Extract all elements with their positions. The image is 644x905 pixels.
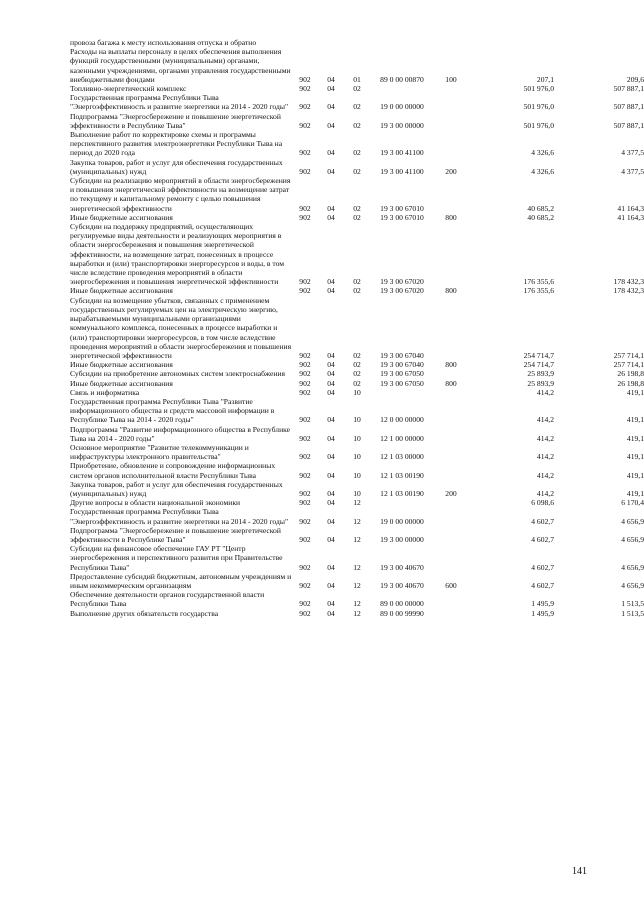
- row-name: Связь и информатика: [70, 387, 140, 397]
- row-target-code: 19 3 00 40670: [380, 562, 424, 572]
- row-name: Закупка товаров, работ и услуг для обеспечения государственных (муниципальных) нужд: [70, 479, 283, 498]
- table-row: [70, 526, 644, 544]
- row-section-code: 04: [327, 360, 335, 370]
- row-expense-type-code: [434, 498, 468, 507]
- row-department-code: 902: [299, 516, 311, 526]
- page-number: 141: [572, 866, 587, 877]
- row-section-code: 04: [327, 608, 335, 618]
- row-section-code: 04: [327, 203, 335, 213]
- row-department-code: 902: [299, 452, 311, 462]
- row-expense-type-code: 200: [445, 166, 457, 176]
- row-target-code: 19 3 00 67050: [380, 369, 424, 379]
- row-subsection-code: 12: [353, 599, 361, 609]
- row-target-code: 19 3 00 67040: [380, 360, 424, 370]
- row-amount-year1: 501 976,0: [523, 102, 554, 112]
- row-expense-type-code: 800: [445, 212, 457, 222]
- row-section-code: [318, 38, 344, 47]
- row-section-code: 04: [327, 599, 335, 609]
- row-section-code: 04: [327, 166, 335, 176]
- row-amount-year1: 4 602,7: [531, 580, 554, 590]
- row-amount-year2: 4 656,9: [621, 534, 644, 544]
- row-amount-year2: 1 513,5: [621, 599, 644, 609]
- row-target-code: 89 0 00 99990: [380, 608, 424, 618]
- row-name: Обеспечение деятельности органов государственной власти Республики Тыва: [70, 590, 265, 609]
- row-department-code: 902: [299, 277, 311, 287]
- table-row: [70, 38, 644, 47]
- row-amount-year1: 414,2: [536, 433, 554, 443]
- row-subsection-code: 02: [353, 350, 361, 360]
- row-subsection-code: 02: [353, 102, 361, 112]
- row-subsection-code: 02: [353, 148, 361, 158]
- row-subsection-code: 02: [353, 212, 361, 222]
- row-subsection-code: 10: [353, 452, 361, 462]
- row-name: Подпрограмма "Развитие информационного общества в Республике Тыва на 2014 - 2020 годы": [70, 424, 291, 443]
- row-target-code: 19 0 00 00000: [380, 102, 424, 112]
- row-amount-year2: 4 656,9: [621, 516, 644, 526]
- row-expense-type-code: [434, 93, 468, 111]
- table-row: [70, 213, 644, 222]
- row-target-code: 19 3 00 00000: [380, 534, 424, 544]
- row-amount-year1: 254 714,7: [523, 350, 554, 360]
- row-section-code: 04: [327, 470, 335, 480]
- row-subsection-code: 12: [353, 498, 361, 508]
- row-section-code: 04: [327, 277, 335, 287]
- table-row: [70, 93, 644, 111]
- row-expense-type-code: 100: [445, 74, 457, 84]
- row-name: Иные бюджетные ассигнования: [70, 378, 173, 388]
- row-department-code: 902: [299, 470, 311, 480]
- table-row: [70, 609, 644, 618]
- row-subsection-code: 12: [353, 608, 361, 618]
- row-department-code: 902: [299, 166, 311, 176]
- row-section-code: 04: [327, 286, 335, 296]
- row-name: Выполнение других обязательств государства: [70, 608, 219, 618]
- row-target-code: 89 0 00 00000: [380, 599, 424, 609]
- table-row: [70, 84, 644, 93]
- table-row: [70, 112, 644, 130]
- row-amount-year2: 257 714,1: [613, 350, 644, 360]
- row-target-code: 12 1 03 00190: [380, 488, 424, 498]
- row-name: Государственная программа Республики Тыва "Развитие информационного общества и средств массовой информации в Республике Тыва на 2014 - 2020 годы": [70, 396, 275, 425]
- row-section-code: 04: [327, 84, 335, 94]
- row-name: Выполнение работ по корректировке схемы и программы перспективного развития электроэнергетики Республики Тыва на период до 2020 года: [70, 130, 283, 158]
- row-expense-type-code: [434, 544, 468, 572]
- row-section-code: 04: [327, 369, 335, 379]
- row-amount-year1: 6 098,6: [531, 498, 554, 508]
- row-target-code: 19 3 00 67050: [380, 378, 424, 388]
- row-amount-year1: 501 976,0: [523, 120, 554, 130]
- row-section-code: 04: [327, 120, 335, 130]
- table-row: [70, 130, 644, 158]
- table-row: [70, 461, 644, 479]
- row-amount-year1: 4 326,6: [531, 148, 554, 158]
- row-amount-year2: 419,1: [626, 488, 644, 498]
- row-target-code: 19 3 00 41100: [380, 166, 424, 176]
- row-expense-type-code: [434, 84, 468, 93]
- row-amount-year1: 254 714,7: [523, 360, 554, 370]
- table-row: [70, 480, 644, 498]
- row-name: Государственная программа Республики Тыва "Энергоэффективность и развитие энергетики на 2014 - 2020 годы": [70, 93, 289, 112]
- row-expense-type-code: 200: [445, 488, 457, 498]
- row-amount-year1: 1 495,9: [531, 599, 554, 609]
- row-expense-type-code: [434, 112, 468, 130]
- row-amount-year2: 209,6: [626, 74, 644, 84]
- row-name: Субсидии на реализацию мероприятий в области энергосбережения и повышения энергетической эффективности на возмещение затрат по текущему и капитальному ремонту с целью повышения энергетической эффективности: [70, 176, 291, 213]
- row-expense-type-code: [434, 443, 468, 461]
- row-department-code: 902: [299, 350, 311, 360]
- row-amount-year2: 4 656,9: [621, 580, 644, 590]
- row-department-code: 902: [299, 120, 311, 130]
- row-amount-year1: 1 495,9: [531, 608, 554, 618]
- row-amount-year2: [554, 38, 644, 47]
- row-amount-year2: 4 377,5: [621, 166, 644, 176]
- row-name: Иные бюджетные ассигнования: [70, 286, 173, 296]
- table-row: [70, 397, 644, 425]
- row-amount-year2: 419,1: [626, 452, 644, 462]
- row-section-code: 04: [327, 580, 335, 590]
- row-subsection-code: 10: [353, 387, 361, 397]
- row-name: Приобретение, обновление и сопровождение информационных систем органов исполнительной власти Республики Тыва: [70, 461, 276, 480]
- row-amount-year2: 1 513,5: [621, 608, 644, 618]
- row-expense-type-code: [434, 176, 468, 213]
- row-department-code: 902: [299, 203, 311, 213]
- table-row: [70, 425, 644, 443]
- row-department-code: 902: [299, 369, 311, 379]
- row-amount-year2: 419,1: [626, 470, 644, 480]
- row-department-code: 902: [299, 608, 311, 618]
- row-amount-year1: 25 893,9: [527, 378, 554, 388]
- row-subsection-code: 12: [353, 534, 361, 544]
- row-expense-type-code: [434, 425, 468, 443]
- row-department-code: 902: [299, 102, 311, 112]
- row-target-code: 19 0 00 00000: [380, 516, 424, 526]
- row-section-code: 04: [327, 378, 335, 388]
- row-subsection-code: 02: [353, 203, 361, 213]
- row-subsection-code: 10: [353, 488, 361, 498]
- table-row: [70, 360, 644, 369]
- table-row: [70, 47, 644, 84]
- row-department-code: 902: [299, 148, 311, 158]
- row-amount-year1: 4 602,7: [531, 562, 554, 572]
- row-target-code: 19 3 00 40670: [380, 580, 424, 590]
- row-department-code: 902: [299, 360, 311, 370]
- row-name: Другие вопросы в области национальной экономики: [70, 498, 241, 508]
- row-amount-year2: 4 656,9: [621, 562, 644, 572]
- row-target-code: [370, 388, 434, 397]
- row-amount-year1: 4 602,7: [531, 534, 554, 544]
- row-department-code: 902: [299, 212, 311, 222]
- row-amount-year1: 25 893,9: [527, 369, 554, 379]
- row-name: Субсидии на приобретение автономных систем электроснабжения: [70, 369, 285, 379]
- row-target-code: 19 3 00 41100: [380, 148, 424, 158]
- row-name: Субсидии на возмещение убытков, связанных с применением государственных регулируемых цен на электрическую энергию, вырабатываемыми муниципальными организациями коммунального комплекса, понесенных в процессе выработки и (или) транспортировки энергоресурсов, в том числе вследствие проведения мероприятий в области энергосбережения и повышения энергетической эффективности: [70, 295, 292, 360]
- table-row: [70, 379, 644, 388]
- row-expense-type-code: [434, 130, 468, 158]
- row-amount-year1: 414,2: [536, 387, 554, 397]
- row-subsection-code: 02: [353, 360, 361, 370]
- row-amount-year2: 178 432,3: [613, 277, 644, 287]
- row-section-code: 04: [327, 102, 335, 112]
- row-amount-year1: 414,2: [536, 415, 554, 425]
- row-amount-year1: 40 685,2: [527, 203, 554, 213]
- row-expense-type-code: [434, 526, 468, 544]
- row-amount-year2: 507 887,1: [613, 120, 644, 130]
- row-amount-year2: 507 887,1: [613, 84, 644, 94]
- row-target-code: 19 3 00 67020: [380, 286, 424, 296]
- table-row: [70, 498, 644, 507]
- row-amount-year1: 501 976,0: [523, 84, 554, 94]
- table-row: [70, 369, 644, 378]
- row-department-code: 902: [299, 415, 311, 425]
- row-amount-year1: 4 326,6: [531, 166, 554, 176]
- row-name: Иные бюджетные ассигнования: [70, 212, 173, 222]
- row-amount-year1: [468, 38, 554, 47]
- row-name: Государственная программа Республики Тыва "Энергоэффективность и развитие энергетики на 2014 - 2020 годы": [70, 507, 289, 526]
- row-amount-year1: 414,2: [536, 470, 554, 480]
- row-subsection-code: 10: [353, 415, 361, 425]
- table-row: [70, 544, 644, 572]
- row-section-code: 04: [327, 498, 335, 508]
- table-row: [70, 286, 644, 295]
- row-expense-type-code: [434, 461, 468, 479]
- row-target-code: [370, 38, 434, 47]
- row-amount-year2: 419,1: [626, 433, 644, 443]
- row-section-code: 04: [327, 516, 335, 526]
- row-name: Расходы на выплаты персоналу в целях обеспечения выполнения функций государственными (муниципальными) органами, казенными учреждениями, органами управления государственными внебюджетными фондами: [70, 47, 291, 84]
- row-target-code: 19 3 00 67040: [380, 350, 424, 360]
- row-target-code: 89 0 00 00870: [380, 74, 424, 84]
- row-amount-year2: 26 198,8: [617, 369, 644, 379]
- row-target-code: 12 1 00 00000: [380, 433, 424, 443]
- table-row: [70, 176, 644, 213]
- row-expense-type-code: [434, 397, 468, 425]
- row-subsection-code: [344, 38, 370, 47]
- row-amount-year2: 419,1: [626, 415, 644, 425]
- row-expense-type-code: 600: [445, 580, 457, 590]
- row-target-code: 12 1 03 00190: [380, 470, 424, 480]
- row-subsection-code: 12: [353, 580, 361, 590]
- row-section-code: 04: [327, 350, 335, 360]
- row-section-code: 04: [327, 415, 335, 425]
- row-subsection-code: 02: [353, 286, 361, 296]
- row-section-code: 04: [327, 387, 335, 397]
- row-section-code: 04: [327, 534, 335, 544]
- row-expense-type-code: 800: [445, 378, 457, 388]
- row-name: Субсидии на поддержку предприятий, осуществляющих регулируемые виды деятельности и реализующих мероприятия в области энергосбережения и повышения энергетической эффективности, на возмещение затрат, понесенных в процессе выработки и (или) транспортировки энергоресурсов и воды, в том числе вследствие проведения мероприятий в области энергосбережения и повышения энергетической эффективности: [70, 222, 285, 287]
- row-expense-type-code: [434, 38, 468, 47]
- row-amount-year1: 176 355,6: [523, 286, 554, 296]
- row-expense-type-code: [434, 369, 468, 378]
- row-subsection-code: 02: [353, 120, 361, 130]
- row-expense-type-code: [434, 609, 468, 618]
- row-expense-type-code: 800: [445, 360, 457, 370]
- table-row: [70, 388, 644, 397]
- row-expense-type-code: [434, 388, 468, 397]
- row-department-code: 902: [299, 433, 311, 443]
- row-department-code: 902: [299, 580, 311, 590]
- row-target-code: [370, 84, 434, 93]
- row-department-code: 902: [299, 488, 311, 498]
- row-name: Субсидии на финансовое обеспечение ГАУ РТ "Центр энергосбережения и перспективного развития при Правительстве Республики Тыва": [70, 544, 283, 572]
- row-amount-year2: 26 198,8: [617, 378, 644, 388]
- row-amount-year1: 207,1: [536, 74, 554, 84]
- row-department-code: 902: [299, 286, 311, 296]
- row-expense-type-code: [434, 222, 468, 286]
- row-amount-year1: 414,2: [536, 452, 554, 462]
- table-row: [70, 296, 644, 360]
- row-amount-year1: 4 602,7: [531, 516, 554, 526]
- row-amount-year2: 507 887,1: [613, 102, 644, 112]
- row-amount-year1: 414,2: [536, 488, 554, 498]
- row-department-code: 902: [299, 74, 311, 84]
- row-target-code: 19 3 00 00000: [380, 120, 424, 130]
- row-amount-year2: 41 164,3: [617, 212, 644, 222]
- row-name: провоза багажа к месту использования отпуска и обратно: [70, 38, 257, 47]
- row-amount-year1: 40 685,2: [527, 212, 554, 222]
- row-subsection-code: 02: [353, 277, 361, 287]
- row-section-code: 04: [327, 488, 335, 498]
- row-name: Подпрограмма "Энергосбережение и повышение энергетической эффективности в Республике Тыва": [70, 111, 281, 130]
- row-target-code: 19 3 00 67020: [380, 277, 424, 287]
- row-name: Закупка товаров, работ и услуг для обеспечения государственных (муниципальных) нужд: [70, 157, 283, 176]
- row-amount-year2: 257 714,1: [613, 360, 644, 370]
- row-subsection-code: 02: [353, 166, 361, 176]
- row-department-code: 902: [299, 387, 311, 397]
- row-target-code: 19 3 00 67010: [380, 203, 424, 213]
- row-name: Предоставление субсидий бюджетным, автономным учреждениям и иным некоммерческим организациям: [70, 571, 292, 590]
- row-subsection-code: 12: [353, 562, 361, 572]
- table-row: [70, 507, 644, 525]
- row-subsection-code: 12: [353, 516, 361, 526]
- row-name: Топливно-энергетический комплекс: [70, 84, 187, 94]
- row-target-code: 12 0 00 00000: [380, 415, 424, 425]
- row-subsection-code: 02: [353, 378, 361, 388]
- row-section-code: 04: [327, 148, 335, 158]
- row-department-code: 902: [299, 534, 311, 544]
- row-section-code: 04: [327, 74, 335, 84]
- row-subsection-code: 01: [353, 74, 361, 84]
- row-department-code: 902: [299, 498, 311, 508]
- row-section-code: 04: [327, 562, 335, 572]
- table-row: [70, 443, 644, 461]
- table-row: [70, 572, 644, 590]
- row-amount-year2: 419,1: [626, 387, 644, 397]
- row-target-code: [370, 498, 434, 507]
- row-expense-type-code: [434, 507, 468, 525]
- budget-table: [70, 38, 644, 618]
- row-subsection-code: 02: [353, 369, 361, 379]
- row-name: Подпрограмма "Энергосбережение и повышение энергетической эффективности в Республике Тыва": [70, 525, 281, 544]
- row-name: Основное мероприятие "Развитие телекоммуникации и инфраструктуры электронного правительства": [70, 442, 249, 462]
- row-department-code: 902: [299, 562, 311, 572]
- row-amount-year2: 4 377,5: [621, 148, 644, 158]
- row-subsection-code: 02: [353, 84, 361, 94]
- budget-table-body: [70, 38, 644, 618]
- row-department-code: 902: [299, 599, 311, 609]
- row-amount-year1: 176 355,6: [523, 277, 554, 287]
- row-department-code: 902: [299, 84, 311, 94]
- table-row: [70, 158, 644, 176]
- row-expense-type-code: [434, 296, 468, 360]
- row-amount-year2: 41 164,3: [617, 203, 644, 213]
- row-target-code: 19 3 00 67010: [380, 212, 424, 222]
- row-section-code: 04: [327, 212, 335, 222]
- row-subsection-code: 10: [353, 433, 361, 443]
- table-row: [70, 590, 644, 608]
- row-subsection-code: 10: [353, 470, 361, 480]
- row-amount-year2: 178 432,3: [613, 286, 644, 296]
- row-amount-year2: 6 170,4: [621, 498, 644, 508]
- row-expense-type-code: 800: [445, 286, 457, 296]
- row-expense-type-code: [434, 590, 468, 608]
- row-department-code: [292, 38, 318, 47]
- row-name: Иные бюджетные ассигнования: [70, 360, 173, 370]
- table-row: [70, 222, 644, 286]
- row-department-code: 902: [299, 378, 311, 388]
- row-section-code: 04: [327, 433, 335, 443]
- row-section-code: 04: [327, 452, 335, 462]
- row-target-code: 12 1 03 00000: [380, 452, 424, 462]
